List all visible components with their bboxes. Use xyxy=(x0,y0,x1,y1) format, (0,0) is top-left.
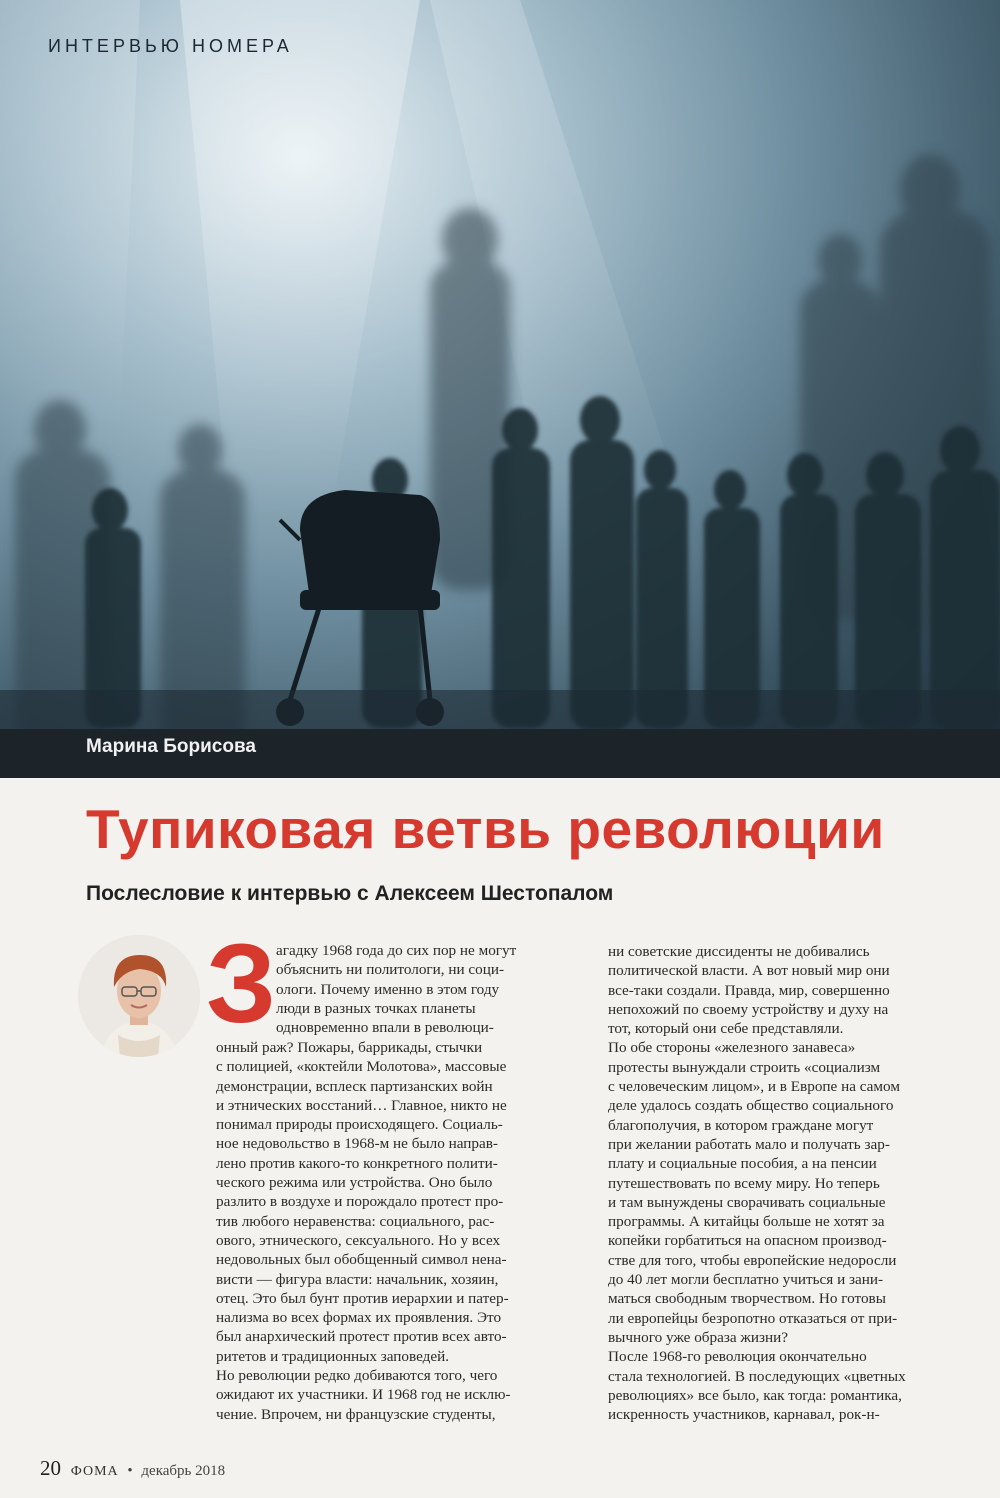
text-line: был анархический протест против всех авто- xyxy=(216,1328,507,1346)
text-line: деле удалось создать общество социального xyxy=(608,1097,894,1115)
text-line: одновременно впали в революци- xyxy=(276,1019,494,1037)
text-line: программы. А китайцы больше не хотят за xyxy=(608,1213,885,1231)
text-line: ческого режима или устройства. Оно было xyxy=(216,1174,493,1192)
page-footer xyxy=(40,1456,225,1481)
column-2-body xyxy=(608,942,906,1424)
separator-dot: • xyxy=(127,1463,133,1479)
article-subtitle: Послесловие к интервью с Алексеем Шестопалом xyxy=(86,882,614,905)
text-line: чение. Впрочем, ни французские студенты, xyxy=(216,1405,496,1423)
section-label: ИНТЕРВЬЮ НОМЕРА xyxy=(48,36,293,56)
text-line: протесты вынуждали строить «социализм xyxy=(608,1058,881,1076)
column-1-top xyxy=(276,941,516,1037)
text-line: ли европейцы безропотно отказаться от при- xyxy=(608,1309,898,1327)
author-name: Марина Борисова xyxy=(86,736,256,757)
text-line: искренность участников, карнавал, рок-н- xyxy=(608,1406,880,1424)
magazine-name: ФОМА xyxy=(70,1464,119,1479)
text-line: онный раж? Пожары, баррикады, стычки xyxy=(216,1039,483,1056)
text-line: лено против какого-то конкретного полити- xyxy=(216,1154,498,1172)
text-line: и там вынуждены сворачивать социальные xyxy=(608,1193,886,1211)
text-line: и этнических восстаний… Главное, никто не xyxy=(216,1096,507,1114)
text-line: недовольных был обобщенный символ нена- xyxy=(216,1251,507,1269)
text-line: агадку 1968 года до сих пор не могут xyxy=(276,942,517,959)
text-line: висти — фигура власти: начальник, хозяин, xyxy=(216,1270,499,1288)
author-photo xyxy=(78,935,200,1057)
text-line: с полицией, «коктейли Молотова», массовые xyxy=(216,1058,507,1076)
text-line: ное недовольство в 1968-м не было направ- xyxy=(216,1135,498,1153)
text-line: ового, этнического, сексуального. Но у всех xyxy=(216,1231,501,1249)
text-line: ологи. Почему именно в этом году xyxy=(276,980,500,998)
text-line: демонстрации, всплеск партизанских войн xyxy=(216,1077,493,1095)
text-line: вычного уже образа жизни? xyxy=(608,1328,789,1346)
text-line: После 1968-го революция окончательно xyxy=(608,1348,867,1366)
text-line: тив любого неравенства: социального, рас- xyxy=(216,1212,495,1230)
text-line: отец. Это был бунт против иерархии и патер- xyxy=(216,1289,509,1307)
text-line: революциях» все было, как тогда: романтика, xyxy=(608,1386,902,1404)
text-line: понимал природы происходящего. Социаль- xyxy=(216,1116,503,1134)
text-line: нализма во всех формах их проявления. Это xyxy=(216,1309,502,1327)
page-number: 20 xyxy=(40,1456,61,1480)
text-line: ни советские диссиденты не добивались xyxy=(608,943,870,960)
text-line: путешествовать по всему миру. Но теперь xyxy=(608,1174,880,1192)
text-line: с человеческим лицом», и в Европе на самом xyxy=(608,1078,900,1096)
text-line: при желании работать мало и получать зар- xyxy=(608,1135,890,1153)
text-line: разлито в воздухе и порождало протест про- xyxy=(216,1193,504,1211)
text-line: По обе стороны «железного занавеса» xyxy=(608,1039,856,1057)
text-line: до 40 лет могли бесплатно учиться и зани- xyxy=(608,1271,884,1289)
text-line: маться свободным творчеством. Но готовы xyxy=(608,1290,886,1308)
author-portrait xyxy=(78,935,200,1057)
text-line: ритетов и традиционных заповедей. xyxy=(216,1347,450,1365)
text-line: ожидают их участники. И 1968 год не исклю- xyxy=(216,1386,511,1404)
text-line: благополучия, в котором граждане могут xyxy=(608,1116,874,1134)
text-line: непохожий по своему устройству и духу на xyxy=(608,1000,889,1018)
text-line: копейки горбатиться на опасном производ- xyxy=(608,1232,887,1250)
text-line: Но революции редко добиваются того, чего xyxy=(216,1367,498,1385)
article-title: Тупиковая ветвь революции xyxy=(86,798,885,860)
text-line: люди в разных точках планеты xyxy=(276,999,476,1017)
column-1-body xyxy=(216,1038,510,1424)
text-line: плату и социальные пособия, а на пенсии xyxy=(608,1155,877,1173)
text-line: объяснить ни политологи, ни соци- xyxy=(276,961,505,979)
text-line: стве для того, чтобы европейские недоросли xyxy=(608,1251,897,1269)
drop-cap: З xyxy=(206,921,277,1046)
issue-date: декабрь 2018 xyxy=(141,1463,226,1479)
text-line: стала технологией. В последующих «цветных xyxy=(608,1367,906,1385)
text-line: политической власти. А вот новый мир они xyxy=(608,962,890,980)
text-line: все-таки создали. Правда, мир, совершенно xyxy=(608,981,890,999)
text-line: тот, который они себе представляли. xyxy=(608,1020,844,1038)
